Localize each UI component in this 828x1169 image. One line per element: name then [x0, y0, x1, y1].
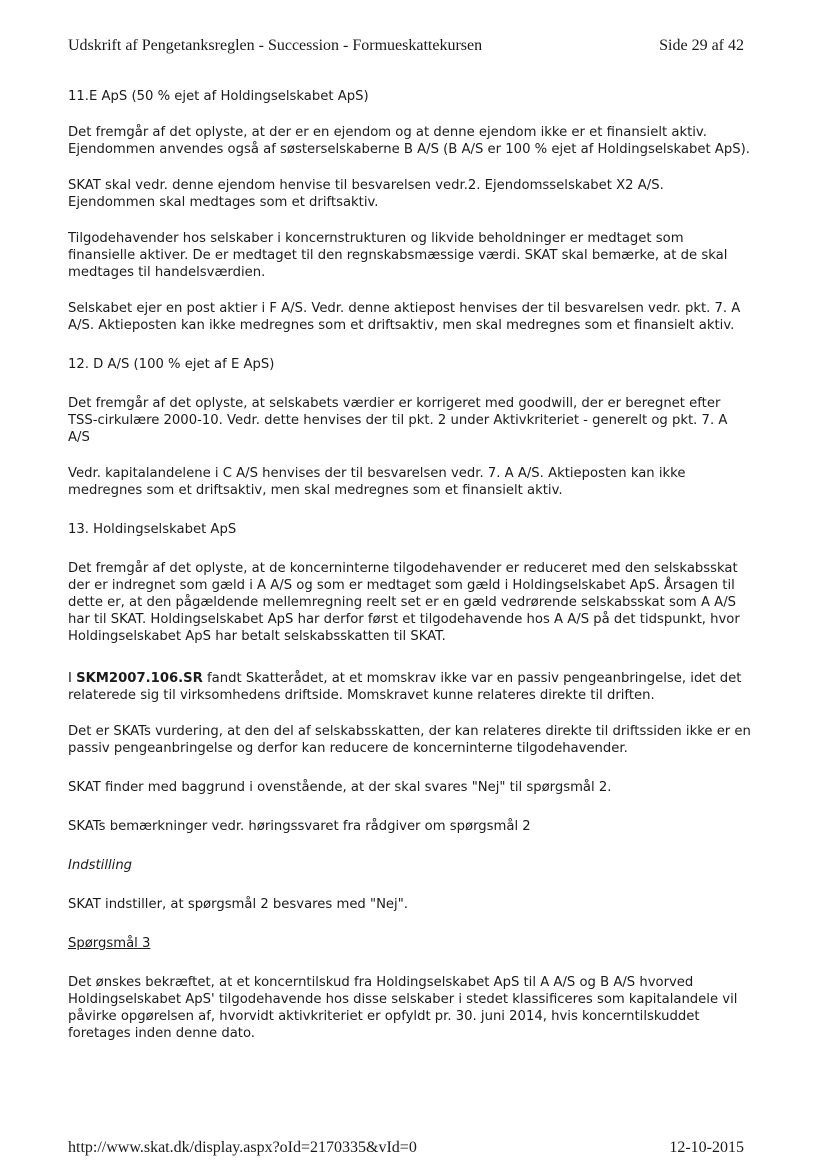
paragraph: Det fremgår af det oplyste, at selskabets værdier er korrigeret med goodwill, der er beregnet efter TSS-cirkulære 2000-10. Vedr. dette henvises der til pkt. 2 under Aktivkriteriet - generelt og pkt. 7. A A/S — [68, 396, 728, 445]
paragraph-text: fandt Skatterådet, at et momskrav ikke var en passiv pengeanbringelse, idet det relaterede sig til virksomhedens driftside. Momskravet kunne relateres direkte til driften. — [68, 671, 742, 703]
document-body — [68, 88, 753, 1042]
footer-date: 12-10-2015 — [669, 1139, 744, 1156]
paragraph: SKAT finder med baggrund i ovenstående, at der skal svares "Nej" til spørgsmål 2. — [68, 780, 612, 795]
paragraph — [68, 670, 753, 704]
section-13-heading: 13. Holdingselskabet ApS — [68, 522, 237, 537]
section-12-heading: 12. D A/S (100 % ejet af E ApS) — [68, 357, 275, 372]
paragraph: SKAT skal vedr. denne ejendom henvise til besvarelsen vedr.2. Ejendomsselskabet X2 A/S. Ejendommen skal medtages som et driftsaktiv. — [68, 178, 664, 210]
footer-url: http://www.skat.dk/display.aspx?oId=2170335&vId=0 — [68, 1139, 417, 1156]
paragraph: Det er SKATs vurdering, at den del af selskabsskatten, der kan relateres direkte til driftssiden ikke er en passiv pengeanbringelse og derfor kan reducere de koncerninterne tilgodehavender. — [68, 724, 751, 756]
indstilling-heading: Indstilling — [68, 858, 133, 873]
paragraph: Det ønskes bekræftet, at et koncerntilskud fra Holdingselskabet ApS til A A/S og B A/S hvorved Holdingselskabet ApS' tilgodehavende hos disse selskaber i stedet klassificeres som kapitalandele vil påvirke opgørelsen af, hvorvidt aktivkriteriet er opfyldt pr. 30. juni 2014, hvis koncerntilskuddet foretages inden denne dato. — [68, 975, 738, 1041]
paragraph: SKAT indstiller, at spørgsmål 2 besvares med "Nej". — [68, 897, 408, 912]
paragraph: Det fremgår af det oplyste, at de koncerninterne tilgodehavender er reduceret med den selskabsskat der er indregnet som gæld i A A/S og som er medtaget som gæld i Holdingselskabet ApS. Årsagen til dette er, at den pågældende mellemregning reelt set er en gæld vedrørende selskabsskat som A A/S har til SKAT. Holdingselskabet ApS har derfor først et tilgodehavende hos A A/S på det tidspunkt, hvor Holdingselskabet ApS har betalt selskabsskatten til SKAT. — [68, 561, 740, 644]
remarks-heading: SKATs bemærkninger vedr. høringssvaret fra rådgiver om spørgsmål 2 — [68, 819, 531, 834]
page-number: Side 29 af 42 — [659, 37, 744, 54]
paragraph: Tilgodehavender hos selskaber i koncernstrukturen og likvide beholdninger er medtaget som finansielle aktiver. De er medtaget til den regnskabsmæssige værdi. SKAT skal bemærke, at de skal medtages til handelsværdien. — [68, 231, 728, 280]
paragraph: Vedr. kapitalandelene i C A/S henvises der til besvarelsen vedr. 7. A A/S. Aktieposten kan ikke medregnes som et driftsaktiv, men skal medregnes som et finansielt aktiv. — [68, 466, 686, 498]
paragraph: Det fremgår af det oplyste, at der er en ejendom og at denne ejendom ikke er et finansielt aktiv. Ejendommen anvendes også af søsterselskaberne B A/S (B A/S er 100 % ejet af Holdingselskabet ApS). — [68, 125, 750, 157]
paragraph: Selskabet ejer en post aktier i F A/S. Vedr. denne aktiepost henvises der til besvarelsen vedr. pkt. 7. A A/S. Aktieposten kan ikke medregnes som et driftsaktiv, men skal medregnes som et finansielt aktiv. — [68, 301, 741, 333]
section-11-heading: 11.E ApS (50 % ejet af Holdingselskabet ApS) — [68, 89, 369, 104]
question-3-heading: Spørgsmål 3 — [68, 936, 151, 951]
ruling-reference: SKM2007.106.SR — [76, 671, 203, 686]
paragraph-prefix: I — [68, 671, 77, 686]
header-title: Udskrift af Pengetanksreglen - Succession - Formueskattekursen — [68, 37, 483, 54]
